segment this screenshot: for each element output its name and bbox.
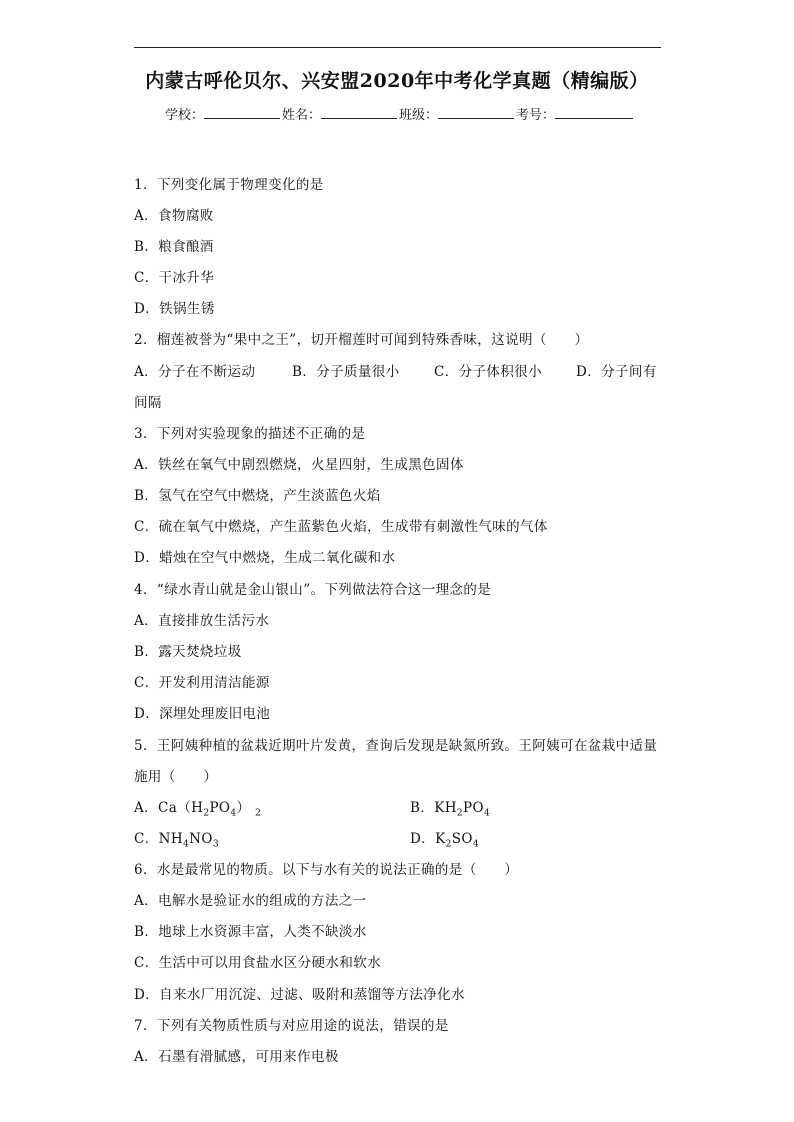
q5-d-subscript: 2 <box>445 839 452 850</box>
q3-stem: 3．下列对实验现象的描述不正确的是 <box>134 426 366 442</box>
q4-option-d: D．深埋处理废旧电池 <box>134 706 271 722</box>
q5-c-text: NO <box>189 831 213 847</box>
q4-stem: 4．“绿水青山就是金山银山”。下列做法符合这一理念的是 <box>134 582 492 598</box>
q5-d-text: SO <box>451 831 473 847</box>
school-label: 学校： <box>165 108 205 123</box>
q1-option-a: A．食物腐败 <box>134 208 214 224</box>
page-title: 内蒙古呼伦贝尔、兴安盟2020年中考化学真题（精编版） <box>145 70 649 92</box>
q5-option-b <box>410 796 490 819</box>
q1-option-d: D．铁锅生锈 <box>134 301 215 317</box>
q3-option-d: D．蜡烛在空气中燃烧，生成二氧化碳和水 <box>134 550 396 566</box>
q3-option-a: A．铁丝在氧气中剧烈燃烧，火星四射，生成黑色固体 <box>134 457 464 473</box>
q5-b-subscript: 2 <box>456 808 464 819</box>
q2-option-d-continued: 间隔 <box>134 395 162 411</box>
q5-a-subscript: 2 <box>255 808 262 819</box>
q2-option-b: B．分子质量很小 <box>292 364 400 380</box>
q4-option-b: B．露天焚烧垃圾 <box>134 644 242 660</box>
q5-c-subscript: 4 <box>183 839 190 850</box>
q1-option-b: B．粮食酿酒 <box>134 239 214 255</box>
q5-option-d <box>410 827 479 850</box>
q6-option-a: A．电解水是验证水的组成的方法之一 <box>134 893 367 909</box>
q5-c-subscript: 3 <box>212 839 219 850</box>
q5-a-text: PO <box>209 800 231 816</box>
q4-option-c: C．开发利用清洁能源 <box>134 675 270 691</box>
school-blank <box>204 106 280 119</box>
q5-stem-continued: 施用（ ） <box>134 769 218 785</box>
q1-option-c: C．干冰升华 <box>134 270 215 286</box>
q2-option-d: D．分子间有 <box>576 364 657 380</box>
exam-no-blank <box>555 106 633 119</box>
q2-option-a: A．分子在不断运动 <box>134 364 256 380</box>
q3-option-b: B．氢气在空气中燃烧，产生淡蓝色火焰 <box>134 488 381 504</box>
q6-stem: 6．水是最常见的物质。以下与水有关的说法正确的是（ ） <box>134 862 519 878</box>
name-blank <box>321 106 397 119</box>
q7-stem: 7．下列有关物质性质与对应用途的说法，错误的是 <box>134 1018 449 1034</box>
q6-option-b: B．地球上水资源丰富，人类不缺淡水 <box>134 924 367 940</box>
class-label: 班级： <box>399 108 439 123</box>
q5-option-c <box>134 827 219 850</box>
q5-b-text: PO <box>463 800 484 816</box>
q5-a-text: A．Ca（H <box>134 800 204 816</box>
exam-no-label: 考号： <box>516 108 556 123</box>
header-rule <box>134 47 661 48</box>
q5-d-text: D．K <box>410 831 446 847</box>
q5-stem: 5．王阿姨种植的盆栽近期叶片发黄，查询后发现是缺氮所致。王阿姨可在盆栽中适量 <box>134 738 658 754</box>
q6-option-c: C．生活中可以用食盐水区分硬水和软水 <box>134 955 382 971</box>
class-blank <box>438 106 514 119</box>
q5-a-text: ） <box>236 800 251 816</box>
q5-b-subscript: 4 <box>483 808 491 819</box>
q5-a-subscript: 4 <box>230 808 237 819</box>
student-info-row <box>165 104 635 123</box>
q2-stem: 2．榴莲被誉为“果中之王”，切开榴莲时可闻到特殊香味，这说明（ ） <box>134 332 589 348</box>
q6-option-d: D．自来水厂用沉淀、过滤、吸附和蒸馏等方法净化水 <box>134 987 465 1003</box>
q5-d-subscript: 4 <box>472 839 480 850</box>
q5-c-text: C．NH <box>134 831 184 847</box>
name-label: 姓名： <box>282 108 322 123</box>
q4-option-a: A．直接排放生活污水 <box>134 613 270 629</box>
q5-b-text: B．KH <box>410 800 457 816</box>
q7-option-a: A．石墨有滑腻感，可用来作电极 <box>134 1049 339 1065</box>
q2-option-c: C．分子体积很小 <box>434 364 543 380</box>
q5-a-subscript: 2 <box>203 808 210 819</box>
q3-option-c: C．硫在氧气中燃烧，产生蓝紫色火焰，生成带有刺激性气味的气体 <box>134 519 548 535</box>
q5-option-a <box>134 796 261 819</box>
q1-stem: 1．下列变化属于物理变化的是 <box>134 177 324 193</box>
